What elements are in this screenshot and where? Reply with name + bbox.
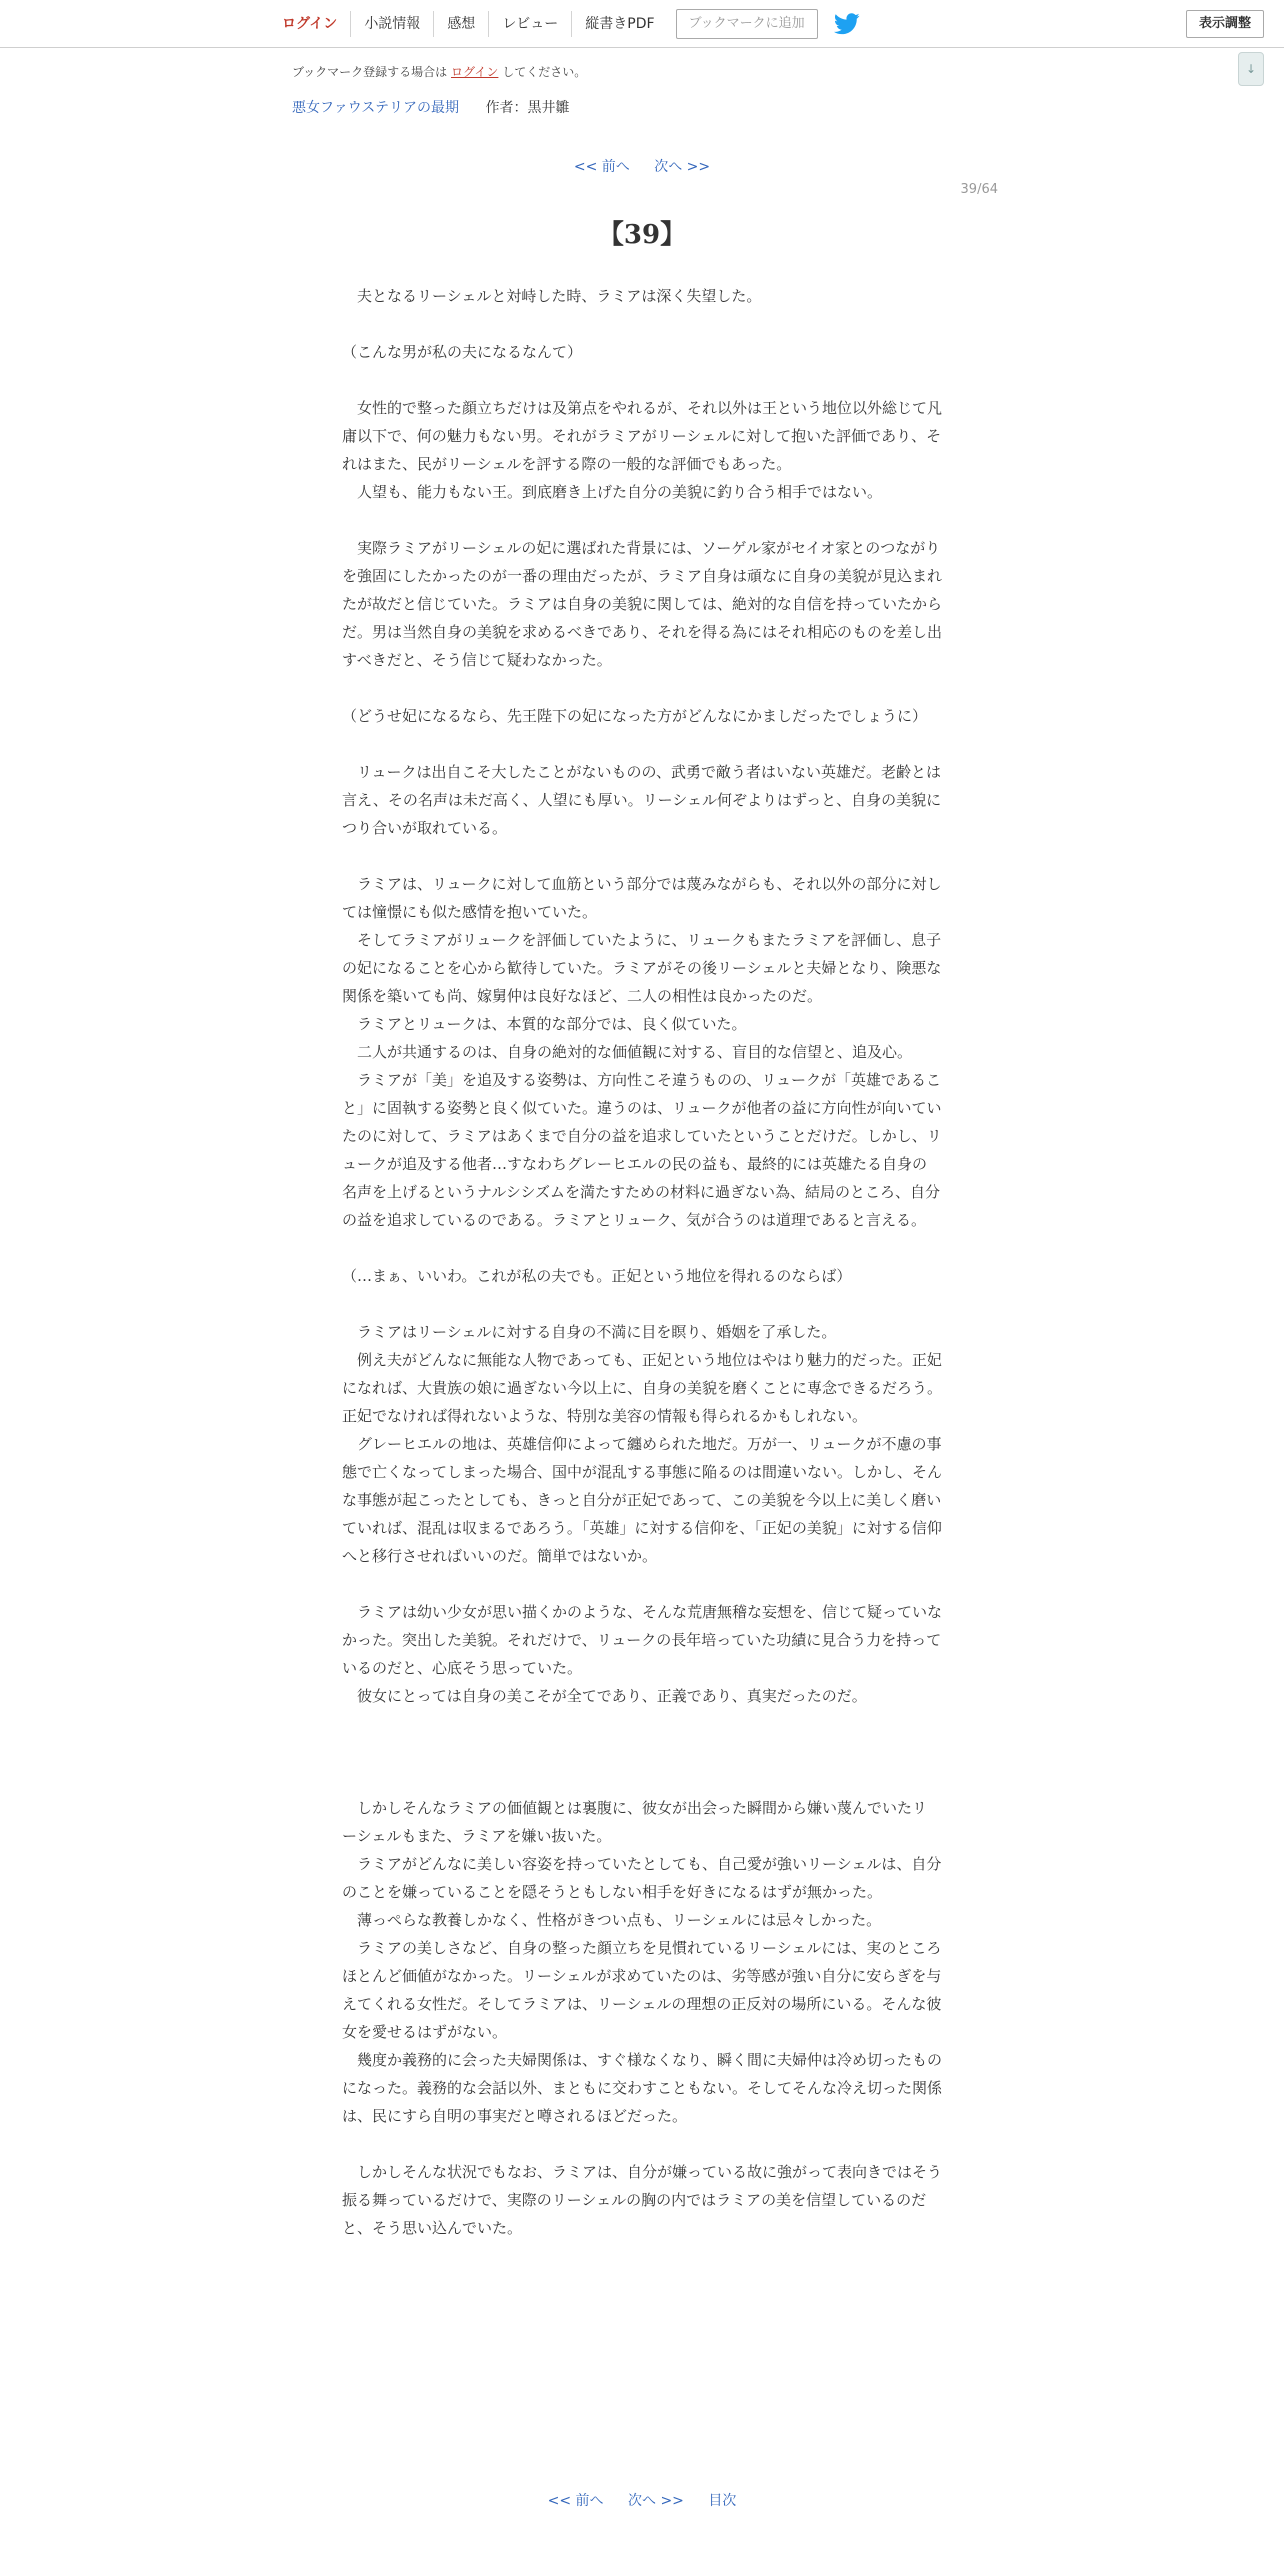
scroll-down-button[interactable]: ↓	[1238, 52, 1264, 86]
body-paragraph: 幾度か義務的に会った夫婦関係は、すぐ様なくなり、瞬く間に夫婦仲は冷め切ったものになった。義務的な会話以外、まともに交わすこともない。そしてそんな冷え切った関係は、民にすら自明の事実だと噂されるほどだった。	[342, 2051, 943, 2125]
nav-review[interactable]: レビュー	[489, 11, 572, 37]
body-paragraph: そしてラミアがリュークを評価していたように、リュークもまたラミアを評価し、息子の妃になることを心から歓待していた。ラミアがその後リーシェルと夫婦となり、険悪な関係を築いても尚、嫁舅仲は良好なほど、二人の相性は良かったのだ。	[342, 931, 942, 1005]
blank-line	[342, 1570, 942, 1598]
nav-login[interactable]: ログイン	[272, 11, 351, 37]
pager-top	[0, 156, 1284, 176]
pager-bottom	[0, 2490, 1284, 2510]
body-paragraph: 人望も、能力もない王。到底磨き上げた自分の美貌に釣り合う相手ではない。	[342, 483, 883, 501]
blank-line	[342, 1738, 942, 1766]
body-paragraph: ラミアとリュークは、本質的な部分では、良く似ていた。	[342, 1015, 747, 1033]
nav-vertical-pdf[interactable]: 縦書きPDF	[585, 16, 655, 32]
body-paragraph: （…まぁ、いいわ。これが私の夫でも。正妃という地位を得れるのならば）	[342, 1267, 852, 1285]
novel-title-link[interactable]: 悪女ファウステリアの最期	[292, 100, 460, 116]
prev-link-top[interactable]: << 前へ	[573, 159, 630, 175]
body-paragraph: 例え夫がどんなに無能な人物であっても、正妃という地位はやはり魅力的だった。正妃になれば、大貴族の娘に過ぎない今以上に、自身の美貌を磨くことに専念できるだろう。正妃でなければ得れないような、特別な美容の情報も得られるかもしれない。	[342, 1351, 943, 1425]
blank-line	[342, 1710, 942, 1738]
blank-line	[342, 842, 942, 870]
page-count: 39/64	[960, 182, 998, 197]
blank-line	[342, 674, 942, 702]
body-paragraph: ラミアは幼い少女が思い描くかのような、そんな荒唐無稽な妄想を、信じて疑っていなかった。突出した美貌。それだけで、リュークの長年培っていた功績に見合う力を持っているのだと、心底そう思っていた。	[342, 1603, 943, 1677]
body-paragraph: 二人が共通するのは、自身の絶対的な価値観に対する、盲目的な信望と、追及心。	[342, 1043, 913, 1061]
blank-line	[342, 1766, 942, 1794]
body-paragraph: 女性的で整った顔立ちだけは及第点をやれるが、それ以外は王という地位以外総じて凡庸以下で、何の魅力もない男。それがラミアがリーシェルに対して抱いた評価であり、それはまた、民がリーシェルを評する際の一般的な評価でもあった。	[342, 399, 943, 473]
blank-line	[342, 730, 942, 758]
body-paragraph: リュークは出自こそ大したことがないものの、武勇で敵う者はいない英雄だ。老齢とは言え、その名声は未だ高く、人望にも厚い。リーシェル何ぞよりはずっと、自身の美貌につり合いが取れている。	[342, 763, 942, 837]
top-header	[0, 0, 1284, 48]
add-bookmark-button[interactable]: ブックマークに追加	[676, 9, 818, 39]
display-settings-button[interactable]: 表示調整	[1186, 10, 1264, 38]
body-paragraph: 彼女にとっては自身の美こそが全てであり、正義であり、真実だったのだ。	[342, 1687, 867, 1705]
top-nav	[272, 6, 860, 42]
body-paragraph: ラミアの美しさなど、自身の整った顔立ちを見慣れているリーシェルには、実のところほとんど価値がなかった。リーシェルが求めていたのは、劣等感が強い自分に安らぎを与えてくれる女性だ。そしてラミアは、リーシェルの理想の正反対の場所にいる。そんな彼女を愛せるはずがない。	[342, 1939, 942, 2041]
login-notice-link[interactable]: ログイン	[451, 65, 499, 79]
author-label: 作者：黒井雛	[485, 100, 570, 116]
body-paragraph: ラミアが「美」を追及する姿勢は、方向性こそ違うものの、リュークが「英雄であること」に固執する姿勢と良く似ていた。違うのは、リュークが他者の益に方向性が向いていたのに対して、ラミアはあくまで自分の益を追求していたということだけだ。しかし、リュークが追及する他者…すなわちグレーヒエルの民の益も、最終的には英雄たる自身の名声を上げるというナルシシズムを満たすための材料に過ぎない為、結局のところ、自分の益を追求しているのである。ラミアとリューク、気が合うのは道理であると言える。	[342, 1071, 942, 1229]
login-notice-before: ブックマーク登録する場合は	[292, 65, 448, 79]
nav-impressions[interactable]: 感想	[434, 11, 489, 37]
novel-info	[292, 97, 569, 117]
blank-line	[342, 366, 942, 394]
chapter-title: 【39】	[597, 220, 687, 250]
body-paragraph: 夫となるリーシェルと対峙した時、ラミアは深く失望した。	[342, 287, 762, 305]
blank-line	[342, 1290, 942, 1318]
body-paragraph: グレーヒエルの地は、英雄信仰によって纏められた地だ。万が一、リュークが不慮の事態で亡くなってしまった場合、国中が混乱する事態に陥るのは間違いない。しかし、そんな事態が起こったとしても、きっと自分が正妃であって、この美貌を今以上に美しく磨いていれば、混乱は収まるであろう。「英雄」に対する信仰を、「正妃の美貌」に対する信仰へと移行させればいいのだ。簡単ではないか。	[342, 1435, 943, 1565]
body-paragraph: 薄っぺらな教養しかなく、性格がきつい点も、リーシェルには忌々しかった。	[342, 1911, 882, 1929]
next-link-bottom[interactable]: 次へ >>	[628, 2493, 684, 2509]
body-paragraph: しかしそんなラミアの価値観とは裏腹に、彼女が出会った瞬間から嫌い蔑んでいたリーシェルもまた、ラミアを嫌い抜いた。	[342, 1799, 928, 1845]
body-paragraph: ラミアはリーシェルに対する自身の不満に目を瞑り、婚姻を了承した。	[342, 1323, 837, 1341]
blank-line	[342, 1234, 942, 1262]
body-paragraph: 実際ラミアがリーシェルの妃に選ばれた背景には、ソーゲル家がセイオ家とのつながりを強固にしたかったのが一番の理由だったが、ラミア自身は頑なに自身の美貌が見込まれたが故だと信じていた。ラミアは自身の美貌に関しては、絶対的な自信を持っていたからだ。男は当然自身の美貌を求めるべきであり、それを得る為にはそれ相応のものを差し出すべきだと、そう信じて疑わなかった。	[342, 539, 943, 669]
login-notice	[292, 63, 586, 80]
prev-link-bottom[interactable]: << 前へ	[547, 2493, 604, 2509]
nav-novel-info[interactable]: 小説情報	[351, 11, 434, 37]
body-paragraph: （こんな男が私の夫になるなんて）	[342, 343, 583, 361]
next-link-top[interactable]: 次へ >>	[654, 159, 711, 175]
toc-link[interactable]: 目次	[708, 2493, 737, 2509]
blank-line	[342, 2130, 942, 2158]
body-paragraph: （どうせ妃になるなら、先王陛下の妃になった方がどんなにかましだったでしょうに）	[342, 707, 928, 725]
body-paragraph: ラミアは、リュークに対して血筋という部分では蔑みながらも、それ以外の部分に対しては憧憬にも似た感情を抱いていた。	[342, 875, 942, 921]
blank-line	[342, 506, 942, 534]
novel-body	[342, 282, 942, 2242]
blank-line	[342, 310, 942, 338]
body-paragraph: ラミアがどんなに美しい容姿を持っていたとしても、自己愛が強いリーシェルは、自分のことを嫌っていることを隠そうともしない相手を好きになるはずが無かった。	[342, 1855, 942, 1901]
login-notice-after: してください。	[502, 65, 587, 79]
body-paragraph: しかしそんな状況でもなお、ラミアは、自分が嫌っている故に強がって表向きではそう振る舞っているだけで、実際のリーシェルの胸の内ではラミアの美を信望しているのだと、そう思い込んでいた。	[342, 2163, 943, 2237]
twitter-icon[interactable]	[834, 13, 860, 35]
